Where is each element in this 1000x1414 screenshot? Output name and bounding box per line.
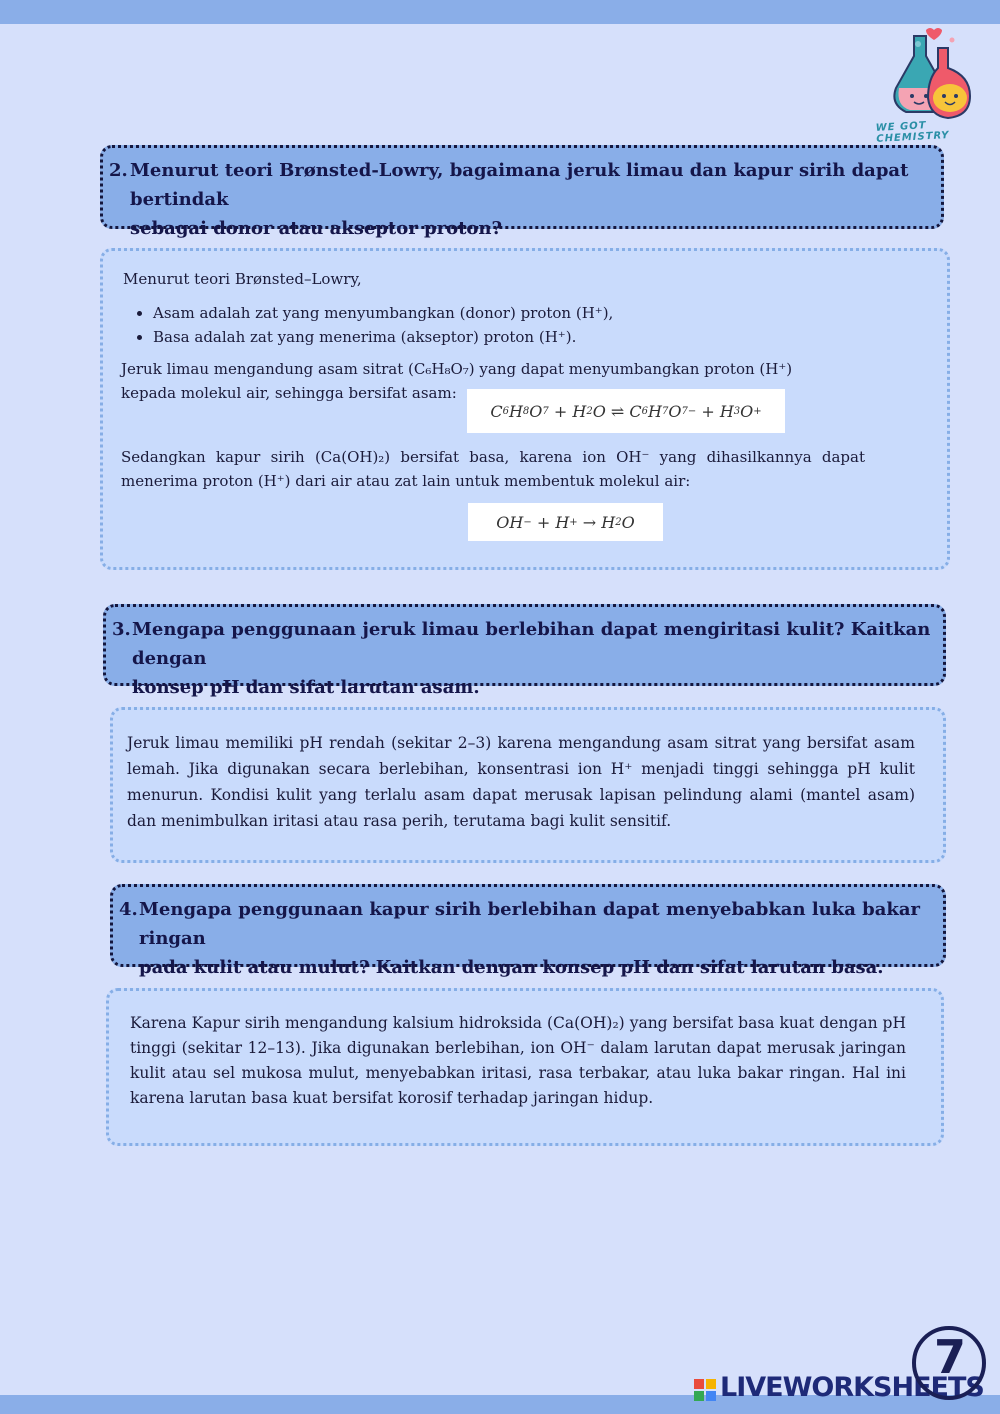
question-4-box [110, 884, 946, 978]
question-number: 4. [119, 899, 138, 920]
answer-paragraph: kepada molekul air, sehingga bersifat asam: [121, 384, 457, 402]
logo-caption: WE GOT CHEMISTRY [875, 120, 950, 145]
list-item: • Asam adalah zat yang menyumbangkan (donor) proton (H⁺), [153, 301, 613, 325]
definition-list [123, 301, 613, 349]
answer-4-box [106, 988, 944, 1146]
answer-paragraph: Jeruk limau memiliki pH rendah (sekitar 2–3) karena mengandung asam sitrat yang bersifat asam lemah. Jika digunakan secara berlebihan, konsentrasi ion H⁺ menjadi tinggi sehingga pH kulit menurun. Kondisi kulit yang terlalu asam dapat merusak lapisan pelindung alami (mantel asam) dan menimbulkan iritasi atau rasa perih, terutama bagi kulit sensitif. [127, 734, 915, 830]
top-bar [0, 0, 1000, 24]
liveworksheets-logo-icon [694, 1379, 716, 1401]
question-3-box [103, 604, 946, 698]
page-number: 7 [933, 1330, 966, 1384]
answer-paragraph: Sedangkan kapur sirih (Ca(OH)₂) bersifat basa, karena ion OH⁻ yang dihasilkannya dapat menerima proton (H⁺) dari air atau zat lain untuk membentuk molekul air: [121, 448, 865, 490]
question-number: 3. [112, 619, 131, 640]
answer-paragraph: Jeruk limau mengandung asam sitrat (C₆H₈O₇) yang dapat menyumbangkan proton (H⁺) [121, 360, 793, 378]
question-2-box [100, 145, 944, 239]
question-line: Mengapa penggunaan jeruk limau berlebihan dapat mengiritasi kulit? Kaitkan dengan [132, 619, 931, 669]
question-line: pada kulit atau mulut? Kaitkan dengan konsep pH dan sifat larutan basa. [139, 957, 884, 978]
answer-3-box [110, 707, 946, 863]
answer-paragraph: Karena Kapur sirih mengandung kalsium hidroksida (Ca(OH)₂) yang bersifat basa kuat dengan pH tinggi (sekitar 12–13). Jika digunakan berlebihan, ion OH⁻ dalam larutan dapat merusak jaringan kulit atau sel mukosa mulut, menyebabkan iritasi, rasa terbakar, atau luka bakar ringan. Hal ini karena larutan basa kuat bersifat korosif terhadap jaringan hidup. [130, 1014, 906, 1107]
hydroxide-equation: OH − + H + → H 2 O [468, 503, 663, 541]
answer-intro: Menurut teori Brønsted–Lowry, [123, 270, 362, 288]
list-item: • Basa adalah zat yang menerima (akseptor) proton (H⁺). [153, 325, 613, 349]
question-line: sebagai donor atau akseptor proton? [130, 218, 503, 239]
question-line: Menurut teori Brønsted-Lowry, bagaimana jeruk limau dan kapur sirih dapat bertindak [130, 160, 909, 210]
question-number: 2. [109, 160, 128, 181]
citric-acid-equation: C 6 H 8 O 7 + H 2 O ⇌ C 6 H 7 O 7 − + H 3 O + [467, 389, 785, 433]
question-line: konsep pH dan sifat larutan asam. [132, 677, 480, 698]
brand-text: LIVEWORKSHEETS [720, 1372, 984, 1403]
question-line: Mengapa penggunaan kapur sirih berlebihan dapat menyebabkan luka bakar ringan [139, 899, 921, 949]
